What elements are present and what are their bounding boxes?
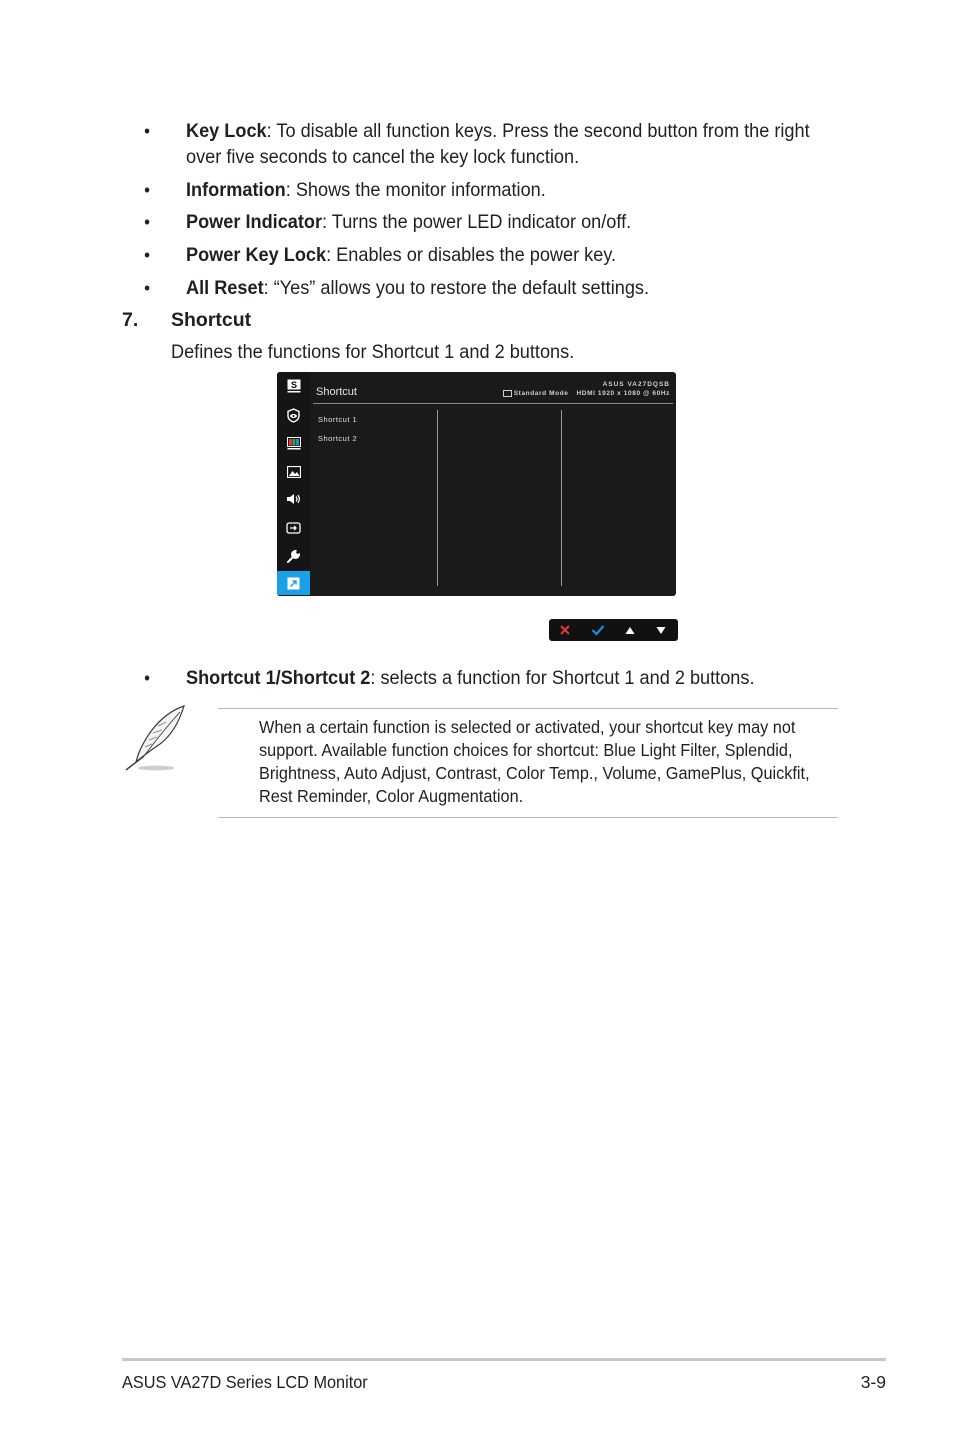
bullet-desc: : selects a function for Shortcut 1 and 2 buttons. <box>370 667 755 689</box>
blue-light-filter-icon[interactable] <box>285 407 302 423</box>
osd-input-label: HDMI 1920 x 1080 @ 60Hz <box>576 390 670 398</box>
note-top-rule <box>218 708 838 709</box>
shortcut-icon[interactable] <box>277 571 310 595</box>
monitor-icon <box>503 390 512 397</box>
osd-status <box>503 390 670 397</box>
osd-divider <box>313 403 673 404</box>
bullet-desc: : To disable all function keys. Press the second button from the right over five seconds to cancel the key lock function. <box>186 120 810 168</box>
color-icon[interactable] <box>285 435 302 451</box>
bullet-term: Information <box>186 179 286 201</box>
section-number: 7. <box>122 309 139 331</box>
bullet-dot: • <box>144 121 151 141</box>
section-title: Shortcut <box>171 309 252 331</box>
input-select-icon[interactable] <box>285 520 302 536</box>
osd-item-shortcut-1[interactable]: Shortcut 1 <box>318 415 358 424</box>
note-bottom-rule <box>218 817 838 818</box>
bullet-desc: : “Yes” allows you to restore the default settings. <box>263 277 650 299</box>
up-arrow-icon[interactable] <box>622 622 638 638</box>
note-text: When a certain function is selected or activated, your shortcut key may not support. Available function choices for shortcut: Blue Light Filter, Splendid, Brightness, Auto Adjust, Contrast, Color Temp., Volume, GamePlus, Quickfit, Rest Reminder, Color Augmentation. <box>259 717 810 806</box>
bullet-term: Key Lock <box>186 120 267 142</box>
down-arrow-icon[interactable] <box>653 622 669 638</box>
sound-icon[interactable] <box>285 491 302 507</box>
osd-item-shortcut-2[interactable]: Shortcut 2 <box>318 434 358 443</box>
bullet-term: Power Key Lock <box>186 244 327 266</box>
bullet-dot: • <box>144 212 151 232</box>
osd-sidebar <box>277 372 310 596</box>
bullet-dot: • <box>144 668 151 688</box>
osd-mode-label: Standard Mode <box>513 390 569 398</box>
bullet-term: Shortcut 1/Shortcut 2 <box>186 667 371 689</box>
bullet-term: Power Indicator <box>186 211 323 233</box>
bullet-dot: • <box>144 245 151 265</box>
footer-rule <box>122 1358 886 1361</box>
bullet-dot: • <box>144 180 151 200</box>
splendid-icon[interactable] <box>285 378 302 394</box>
system-setup-icon[interactable] <box>285 548 302 564</box>
bullet-desc: : Shows the monitor information. <box>285 179 546 201</box>
section-description: Defines the functions for Shortcut 1 and 2 buttons. <box>171 341 575 363</box>
osd-model: ASUS VA27DQSB <box>602 381 670 388</box>
image-icon[interactable] <box>285 464 302 480</box>
osd-title: Shortcut <box>316 386 357 398</box>
note-feather-icon <box>122 704 190 774</box>
footer-title: ASUS VA27D Series LCD Monitor <box>122 1372 368 1392</box>
osd-column-divider <box>561 410 562 586</box>
svg-text:S: S <box>290 380 297 390</box>
bullet-dot: • <box>144 278 151 298</box>
check-icon[interactable] <box>590 622 606 638</box>
osd-menu <box>277 372 676 596</box>
page-number: 3-9 <box>860 1372 886 1392</box>
bullet-term: All Reset <box>186 277 264 299</box>
close-icon[interactable] <box>557 622 573 638</box>
bullet-desc: : Enables or disables the power key. <box>326 244 617 266</box>
osd-control-bar <box>549 619 678 641</box>
bullet-desc: : Turns the power LED indicator on/off. <box>322 211 632 233</box>
osd-column-divider <box>437 410 438 586</box>
